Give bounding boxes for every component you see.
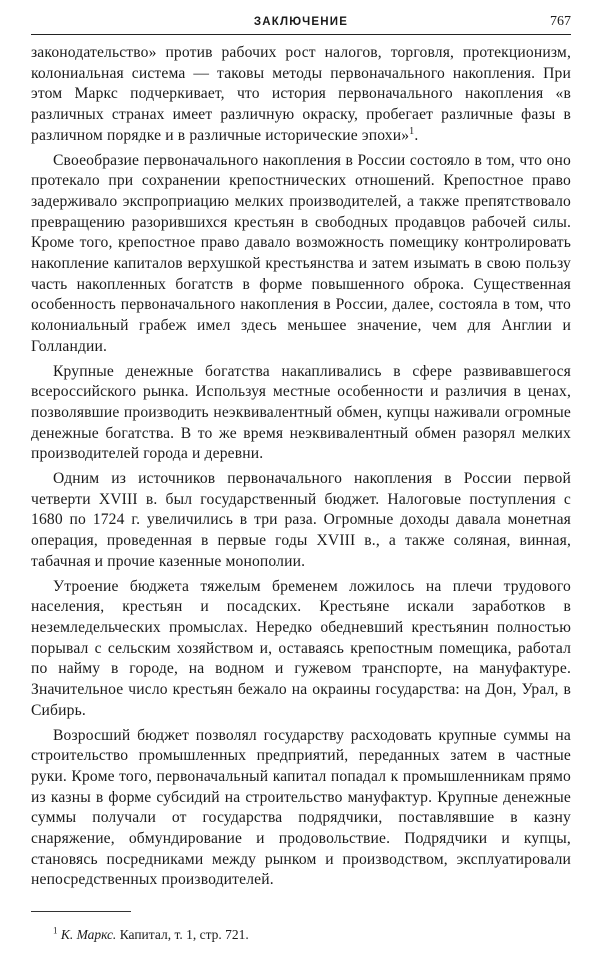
paragraph-1: [31, 43, 571, 147]
body-text: [31, 43, 571, 891]
footnote-mark: 1: [53, 925, 58, 936]
footnote-author: К. Маркс.: [60, 927, 117, 943]
paragraph-2: Своеобразие первоначального накопления в России состояло в том, что оно протекало при сохранении крепостнических отношений. Крепостное право задерживало экспроприацию мелких производителей, а также препятствовало превращению разорившихся крестьян в свободных продавцов рабочей силы. Кроме того, крепостное право давало возможность помещику контролировать накопление капиталов верхушкой крестьянства и затем изымать в свою пользу часть накопленных богатств в форме повышенного оброка. Существенная особенность первоначального накопления в России, далее, состояла в том, что колониальный грабеж имел здесь меньшее значение, чем для Англии и Голландии.: [31, 151, 571, 355]
paragraph-3: Крупные денежные богатства накапливались в сфере развивавшегося всероссийского рынка. Используя местные особенности и различия в ценах, позволявшие производить неэквивалентный обмен, купцы наживали огромные денежные богатства. В то же время неэквивалентный обмен разорял мелких производителей города и деревни.: [31, 362, 571, 463]
book-page: [31, 12, 571, 944]
paragraph-5: Утроение бюджета тяжелым бременем ложилось на плечи трудового населения, крестьян и посадских. Крестьяне искали заработков в неземледельческих промыслах. Нередко обедневший крестьянин полностью порывал с сельским хозяйством и, оставаясь крепостным помещика, работал по найму в городе, на водном и гужевом транспорте, на мануфактуре. Значительное число крестьян бежало на окраины государства: на Дон, Урал, в Сибирь.: [31, 577, 571, 719]
page-number: 767: [550, 14, 571, 29]
footnote: [31, 926, 571, 944]
running-title: ЗАКЛЮЧЕНИЕ: [253, 16, 349, 28]
footnote-divider: [31, 911, 131, 912]
paragraph-6: Возросший бюджет позволял государству расходовать крупные суммы на строительство промышленных предприятий, переданных затем в частные руки. Кроме того, первоначальный капитал попадал к промышленникам прямо из казны в форме субсидий на строительство мануфактур. Крупные денежные суммы получали от государства подрядчики, поставлявшие в казну снаряжение, обмундирование и продовольствие. Подрядчики и купцы, становясь посредниками между рынком и производством, эксплуатировали непосредственных производителей.: [31, 726, 571, 889]
paragraph-4: Одним из источников первоначального накопления в России первой четверти XVIII в. был государственный бюджет. Налоговые поступления с 1680 по 1724 г. увеличились в три раза. Огромные доходы давала монетная операция, проведенная в первые годы XVIII в., а также соляная, винная, табачная и прочие казенные монополии.: [31, 470, 571, 570]
footnote-text: Капитал, т. 1, стр. 721.: [116, 927, 249, 943]
paragraph-1-end: .: [414, 126, 419, 144]
paragraph-1-text: законодательство» против рабочих рост налогов, торговля, протекционизм, колониальная система — таковы методы первоначального накопления. При этом Маркс подчеркивает, что история первоначального накопления «в различных странах имеет различную окраску, пробегает различные фазы в различном порядке и в различные исторические эпохи»: [31, 44, 571, 144]
running-header: [31, 12, 571, 35]
footnote-reference: 1: [409, 125, 415, 137]
